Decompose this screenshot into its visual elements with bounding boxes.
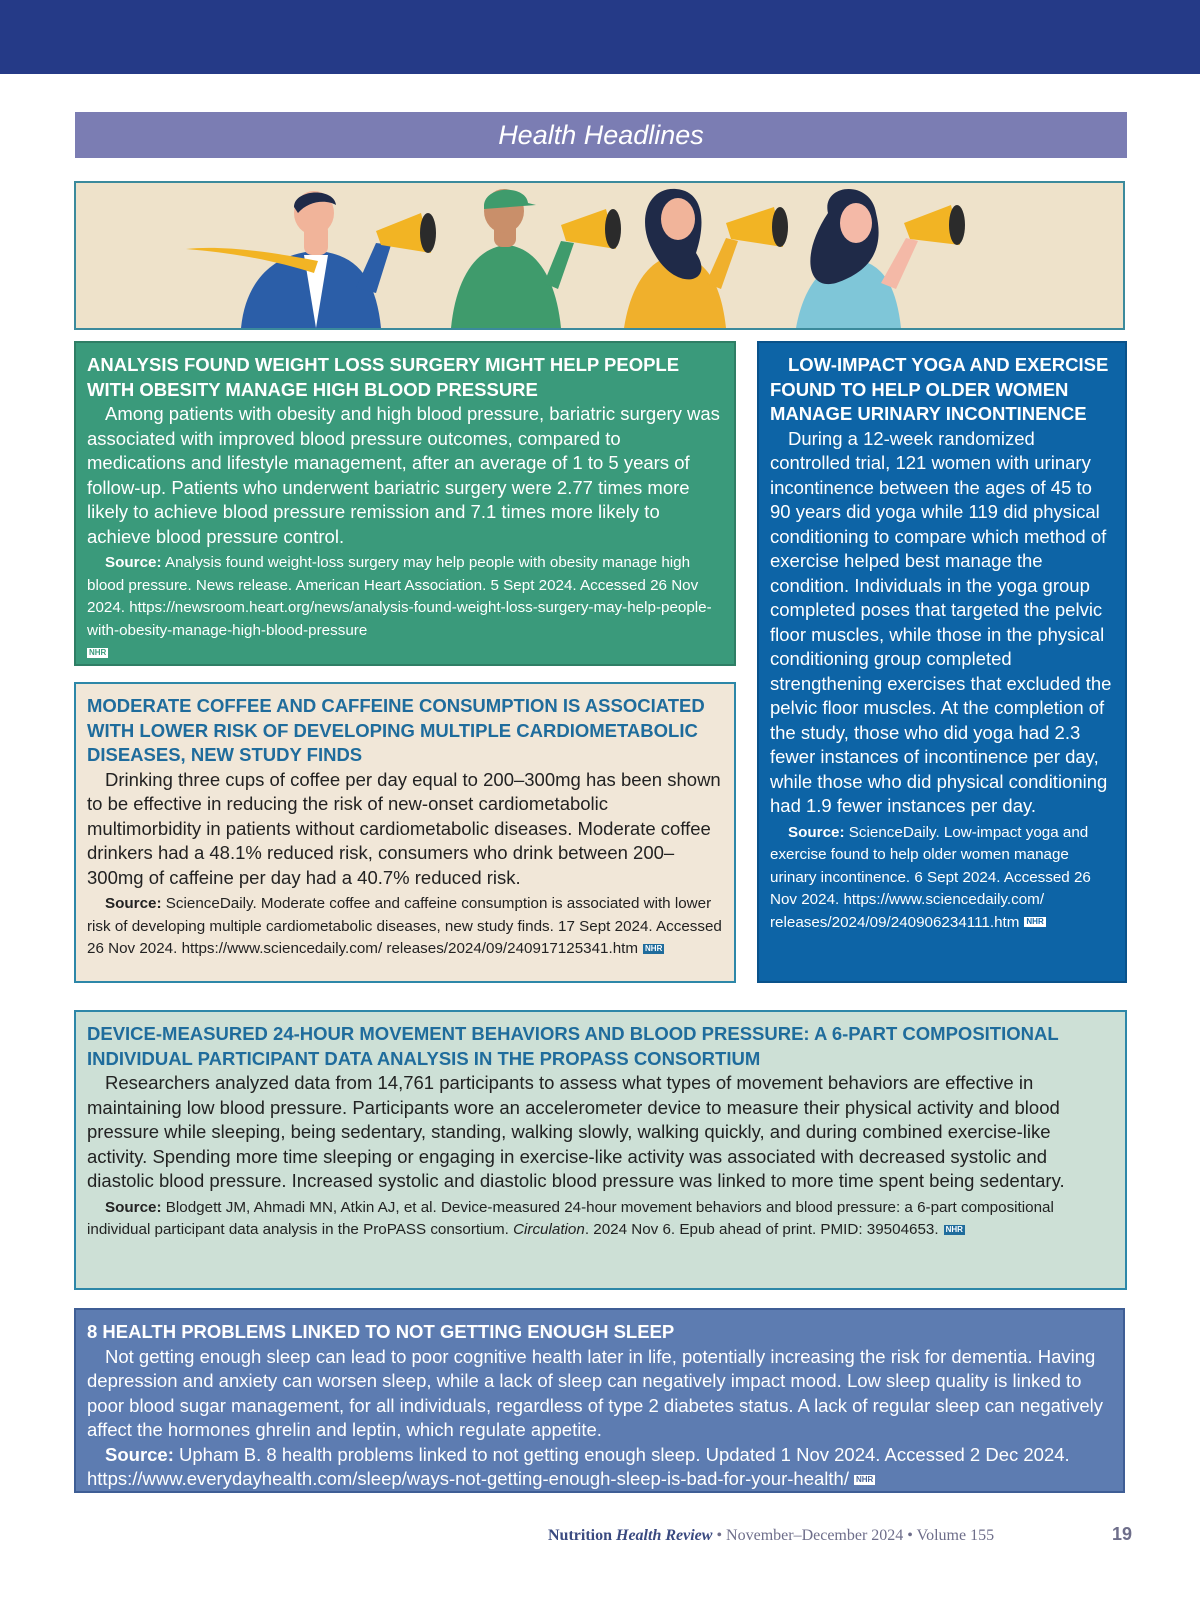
article-headline: LOW-IMPACT YOGA AND EXERCISE FOUND TO HELP OLDER WOMEN MANAGE URINARY INCONTINENCE [770, 354, 1109, 424]
source-label: Source: [105, 554, 162, 571]
article-source [87, 1443, 1112, 1492]
nhr-logo-icon: NHR [89, 647, 107, 657]
source-label: Source: [788, 823, 845, 841]
page-number: 19 [1112, 1524, 1133, 1544]
issue-info: • November–December 2024 • Volume 155 [716, 1527, 995, 1544]
nhr-logo-icon: NHR [1026, 917, 1044, 927]
nhr-logo-icon: NHR [855, 1475, 874, 1485]
publication-name-plain: Nutrition [548, 1527, 612, 1544]
source-text: Blodgett JM, Ahmadi MN, Atkin AJ, et al. Device-measured 24-hour movement behaviors and blood pressure: a 6-part compositional individual participant data analysis in the ProPASS consortium. [87, 1198, 1054, 1238]
article-coffee-caffeine [74, 682, 736, 983]
section-title: Health Headlines [75, 112, 1127, 158]
article-source [87, 552, 723, 665]
article-body: Among patients with obesity and high blood pressure, bariatric surgery was associated with improved blood pressure outcomes, compared to medications and lifestyle management, after an average of 1 to 5 years of follow-up. Patients who underwent bariatric surgery were 2.77 times more likely to achieve blood pressure remission and 7.1 times more likely to achieve blood pressure control. [87, 403, 720, 547]
article-sleep-problems [74, 1308, 1125, 1493]
article-weight-loss-surgery [74, 341, 736, 666]
article-movement-blood-pressure [74, 1010, 1127, 1290]
article-body: During a 12-week randomized controlled trial, 121 women with urinary incontinence between the ages of 45 to 90 years did yoga while 119 did physical conditioning to compare which method of exercise helped best manage the condition. Individuals in the yoga group completed poses that targeted the pelvic floor muscles, while those in the physical conditioning group completed strengthening exercises that excluded the pelvic floor muscles. At the completion of the study, those who did yoga had 2.3 fewer instances of incontinence per day, while those who did physical conditioning had 1.9 fewer instances per day. [770, 427, 1112, 816]
source-text: Analysis found weight-loss surgery may help people with obesity manage high blood pressure. News release. American Heart Association. 5 Sept 2024. Accessed 26 Nov 2024. https://newsroom.heart.org/news/analysis-found-weight-loss-surgery-may-help-people-with-obesity-manage-high-blood-pressure [87, 554, 712, 639]
article-headline: 8 HEALTH PROBLEMS LINKED TO NOT GETTING ENOUGH SLEEP [87, 1321, 675, 1342]
source-text: ScienceDaily. Low-impact yoga and exercise found to help older women manage urinary incontinence. 6 Sept 2024. Accessed 26 Nov 2024. https://www.sciencedaily.com/ releases/2024/09/240906234111.htm [770, 823, 1091, 931]
person-2-figure [451, 189, 621, 328]
article-body: Not getting enough sleep can lead to poor cognitive health later in life, potentially increasing the risk for dementia. Having depression and anxiety can worsen sleep, while a lack of sleep can negatively impact mood. Low sleep quality is linked to poor blood sugar management, for all individuals, regardless of type 2 diabetes status. A lack of regular sleep can negatively affect the hormones ghrelin and leptin, which regulate appetite. [87, 1345, 1104, 1440]
article-body: Researchers analyzed data from 14,761 participants to assess what types of movement behaviors are effective in maintaining low blood pressure. Participants wore an accelerometer device to measure their physical activity and blood pressure while sleeping, being sedentary, standing, walking slowly, walking quickly, and during combined exercise-like activity. Spending more time sleeping or engaging in exercise-like activity was associated with decreased systolic and diastolic blood pressure. Increased systolic and diastolic blood pressure was linked to more time spent being sedentary. [87, 1072, 1065, 1191]
top-color-bar [0, 0, 1200, 74]
article-headline: DEVICE-MEASURED 24-HOUR MOVEMENT BEHAVIORS AND BLOOD PRESSURE: A 6-PART COMPOSITIONAL INDIVIDUAL PARTICIPANT DATA ANALYSIS IN THE PROPASS CONSORTIUM [87, 1023, 1059, 1069]
person-3-figure [624, 189, 788, 328]
source-journal: Circulation [513, 1221, 585, 1238]
nhr-logo-icon: NHR [645, 943, 663, 953]
article-headline: ANALYSIS FOUND WEIGHT LOSS SURGERY MIGHT HELP PEOPLE WITH OBESITY MANAGE HIGH BLOOD PRESSURE [87, 354, 680, 400]
publication-name [548, 1527, 712, 1544]
person-1-figure [186, 191, 436, 328]
article-headline: MODERATE COFFEE AND CAFFEINE CONSUMPTION IS ASSOCIATED WITH LOWER RISK OF DEVELOPING MULTIPLE CARDIOMETABOLIC DISEASES, NEW STUDY FINDS [87, 695, 705, 765]
source-label: Source: [105, 895, 162, 912]
article-body: Drinking three cups of coffee per day equal to 200–300mg has been shown to be effective in reducing the risk of new-onset cardiometabolic multimorbidity in patients without cardiometabolic diseases. Moderate coffee drinkers had a 48.1% reduced risk, consumers who drink between 200–300mg of caffeine per day had a 40.7% reduced risk. [87, 768, 721, 888]
nhr-logo-icon: NHR [945, 1224, 963, 1234]
source-text: Upham B. 8 health problems linked to not getting enough sleep. Updated 1 Nov 2024. Accessed 2 Dec 2024. https://www.everydayhealth.com/sleep/ways-not-getting-enough-sleep-is-bad-for-your-health/ [87, 1443, 1070, 1489]
publication-name-italic: Health Review [616, 1527, 713, 1544]
source-label: Source: [105, 1443, 174, 1465]
article-source [87, 893, 723, 961]
source-text: ScienceDaily. Moderate coffee and caffeine consumption is associated with lower risk of developing multiple cardiometabolic diseases, new study finds. 17 Sept 2024. Accessed 26 Nov 2024. https://www.sciencedaily.com/ releases/2024/09/240917125341.htm [87, 895, 722, 957]
source-text-tail: . 2024 Nov 6. Epub ahead of print. PMID: 39504653. [584, 1221, 939, 1238]
page-footer [548, 1527, 994, 1545]
person-4-figure [796, 189, 965, 328]
article-source [87, 1197, 1114, 1242]
article-yoga-incontinence [757, 341, 1127, 983]
megaphone-people-illustration [74, 181, 1125, 330]
source-label: Source: [105, 1198, 162, 1216]
article-source [770, 822, 1114, 935]
